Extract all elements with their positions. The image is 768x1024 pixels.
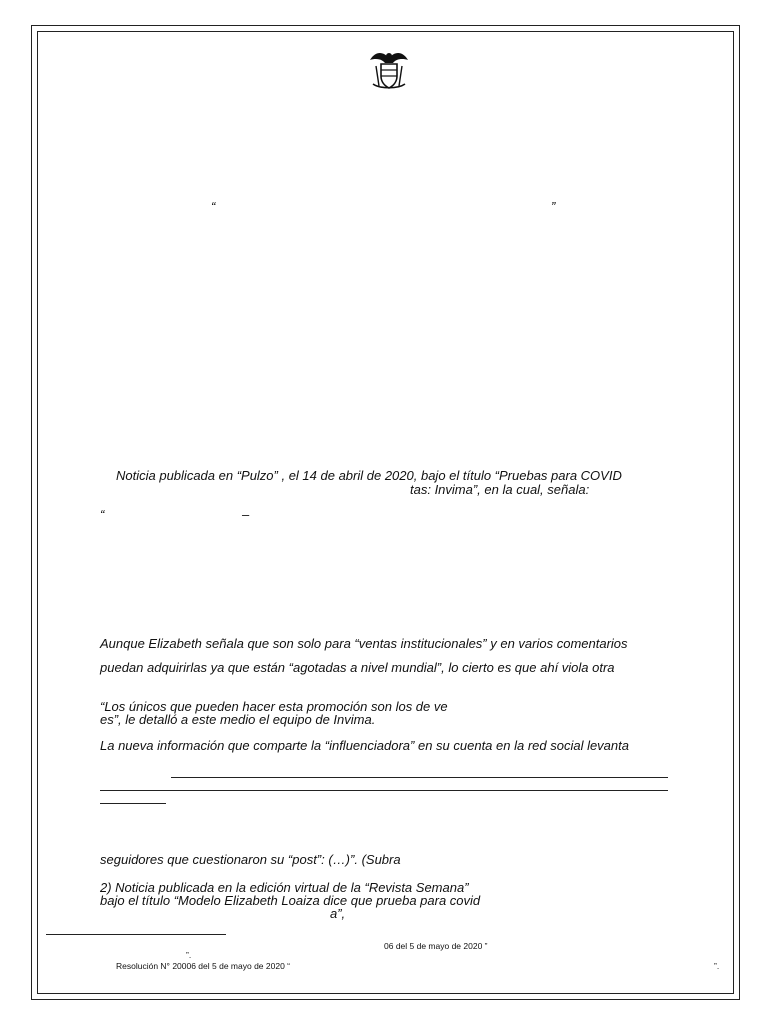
coat-of-arms-icon xyxy=(366,46,412,92)
quote-dash: – xyxy=(242,507,250,522)
paragraph-6-line-2: bajo el título “Modelo Elizabeth Loaiza dice que prueba para covid xyxy=(100,893,481,908)
footnote-2-mark: ”. xyxy=(186,950,192,960)
page-border-inner xyxy=(37,31,734,994)
footnote-3-end: ”. xyxy=(714,961,720,971)
underline-rule-3 xyxy=(100,803,166,804)
paragraph-3-line-2: es”, le detalló a este medio el equipo de Invima. xyxy=(100,712,376,727)
paragraph-3-line-1: “Los únicos que pueden hacer esta promoción son los de ve xyxy=(100,699,448,714)
paragraph-4-line-1: La nueva información que comparte la “influenciadora” en su cuenta en la red social levanta xyxy=(100,738,629,753)
paragraph-6-line-3: a”, xyxy=(330,906,346,921)
paragraph-6-line-1: 2) Noticia publicada en la edición virtual de la “Revista Semana” xyxy=(100,880,469,895)
paragraph-2-line-1: Aunque Elizabeth señala que son solo para “ventas institucionales” y en varios comentarios xyxy=(100,636,628,651)
footnote-3: Resolución N° 20006 del 5 de mayo de 2020 “ xyxy=(116,961,290,971)
title-quote-open: “ xyxy=(211,199,216,214)
underline-rule-1 xyxy=(171,777,668,778)
footnote-separator xyxy=(46,934,226,935)
paragraph-5-line-1: seguidores que cuestionaron su “post”: (…)”. (Subra xyxy=(100,852,401,867)
title-quote-close: ” xyxy=(551,199,556,214)
paragraph-1-line-1: Noticia publicada en “Pulzo” , el 14 de abril de 2020, bajo el título “Pruebas para COVID xyxy=(116,468,622,483)
paragraph-2-line-2: puedan adquirirlas ya que están “agotadas a nivel mundial”, lo cierto es que ahí viola otra xyxy=(100,660,615,675)
footnote-1: 06 del 5 de mayo de 2020 ” xyxy=(384,941,488,951)
underline-rule-2 xyxy=(100,790,668,791)
quote-mark: “ xyxy=(100,507,105,522)
paragraph-1-line-2: tas: Invima”, en la cual, señala: xyxy=(410,482,590,497)
